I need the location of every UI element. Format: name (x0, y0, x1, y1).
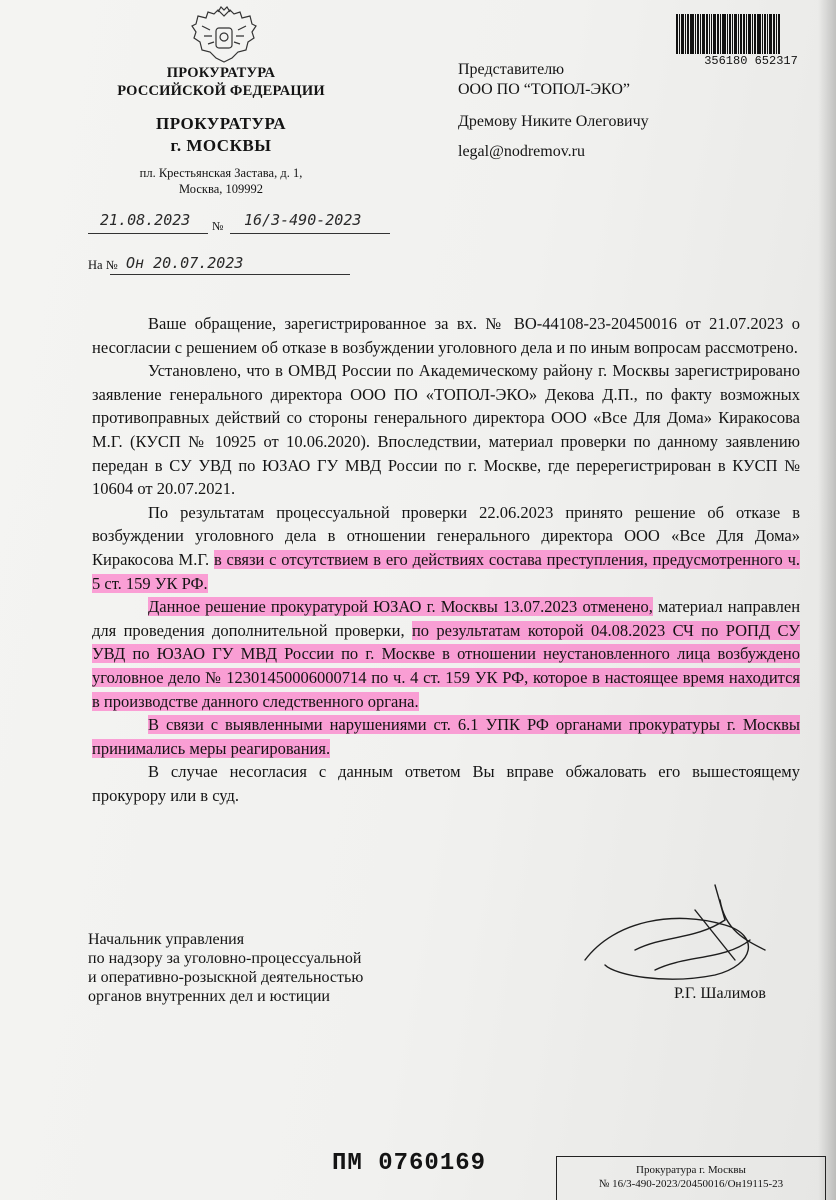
signatory-line-4: органов внутренних дел и юстиции (88, 988, 330, 1005)
reference-label: На № (88, 258, 118, 272)
outgoing-date: 21.08.2023 (100, 211, 191, 229)
recipient-line-1: Представителю (458, 61, 565, 78)
issuer-org-block (90, 64, 352, 100)
highlighted-text: Данное решение прокуратурой ЮЗАО г. Москвы 13.07.2023 отменено, (148, 597, 653, 617)
recipient-block (458, 60, 758, 162)
number-sign: № (212, 219, 224, 233)
handwritten-signature (575, 880, 775, 1000)
number-underline (230, 233, 390, 234)
signatory-line-1: Начальник управления (88, 931, 245, 948)
outgoing-date-number (88, 207, 390, 237)
recipient-name: Дремову Никите Олеговичу (458, 113, 649, 130)
paragraph-6: В случае несогласия с данным ответом Вы вправе обжаловать его вышестоящему прокурору или в суд. (92, 762, 800, 805)
highlighted-text: в связи с отсутствием в его действиях состава преступления, предусмотренного ч. 5 ст. 159 УК РФ. (92, 549, 800, 593)
org-line-3: ПРОКУРАТУРА (156, 114, 286, 133)
signatory-line-3: и оперативно-розыскной деятельностью (88, 969, 364, 986)
recipient-email: legal@nodremov.ru (458, 143, 585, 160)
recipient-line-2: ООО ПО “ТОПОЛ-ЭКО” (458, 81, 630, 98)
paragraph-3-text: По результатам процессуальной проверки 22.06.2023 принято решение об отказе в возбуждении уголовного дела в отношении генерального директора ООО «Все Для Дома» Киракосова М.Г. (92, 502, 800, 569)
paragraph-4 (92, 595, 800, 713)
stamp-line-2: № 16/3-490-2023/20450016/Он19115-23 (598, 1178, 784, 1190)
issuer-address (100, 165, 342, 197)
signatory-line-2: по надзору за уголовно-процессуальной (88, 950, 362, 967)
org-line-1: ПРОКУРАТУРА (166, 65, 276, 81)
letter-body (92, 312, 800, 807)
org-line-2: РОССИЙСКОЙ ФЕДЕРАЦИИ (117, 83, 325, 99)
paragraph-3 (92, 501, 800, 595)
address-line-2: Москва, 109992 (178, 182, 264, 196)
outgoing-number: 16/3-490-2023 (244, 211, 362, 229)
issuer-office-block (110, 113, 332, 157)
paragraph-4-text: материал направлен для проведения дополнительной проверки, (92, 597, 801, 640)
highlighted-text: по результатам которой 04.08.2023 СЧ по РОПД СУ УВД по ЮЗАО ГУ МВД России по г. Москве в отношении неустановленного лица возбуждено уголовное дело № 12301450006000714 по ч. 4 ст. 159 УК РФ, которое в настоящее время находится в производстве данного следственного органа. (92, 620, 800, 711)
reference-underline (110, 274, 350, 275)
paragraph-1: Ваше обращение, зарегистрированное за вх. № ВО-44108-23-20450016 от 21.07.2023 о несогласии с решением об отказе в возбуждении уголовного дела и по иным вопросам рассмотрено. (92, 314, 800, 357)
org-line-4: г. МОСКВЫ (170, 136, 272, 155)
address-line-1: пл. Крестьянская Застава, д. 1, (139, 166, 303, 180)
page-edge-shadow (818, 0, 836, 1200)
paragraph-5 (92, 713, 800, 760)
date-underline (88, 233, 208, 234)
stamp-line-1: Прокуратура г. Москвы (636, 1164, 746, 1176)
barcode-number: 356180 652317 (704, 54, 798, 68)
barcode-bars (676, 14, 826, 54)
reference-line (88, 256, 350, 278)
signatory-title (88, 930, 468, 1006)
signatory-name: Р.Г. Шалимов (674, 985, 766, 1002)
registration-stamp (556, 1156, 826, 1200)
highlighted-text: В связи с выявленными нарушениями ст. 6.1 УПК РФ органами прокуратуры г. Москвы принимались меры реагирования. (92, 715, 800, 758)
form-series-number: ПМ 0760169 (332, 1150, 487, 1177)
reference-value: Он 20.07.2023 (126, 254, 244, 272)
double-headed-eagle-emblem-icon (188, 6, 260, 68)
paragraph-2: Установлено, что в ОМВД России по Академическому району г. Москвы зарегистрировано заявление генерального директора ООО ПО «ТОПОЛ-ЭКО» Декова Д.П., по факту возможных противоправных действий со стороны генерального директора ООО «Все Для Дома» Киракосова М.Г. (КУСП № 10925 от 10.06.2020). Впоследствии, материал проверки по данному заявлению передан в СУ УВД по ЮЗАО ГУ МВД России по г. Москве, где перерегистрирован в КУСП № 10604 от 20.07.2021. (92, 361, 800, 499)
